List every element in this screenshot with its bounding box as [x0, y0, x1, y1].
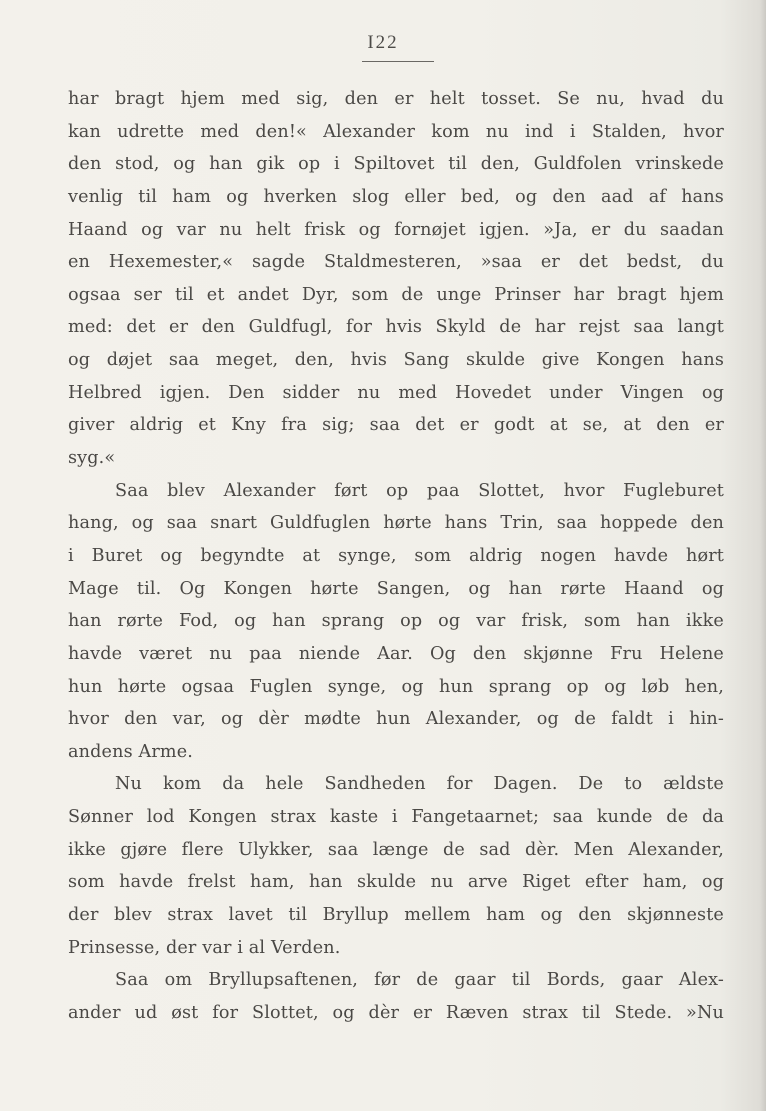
text-line: giver aldrig et Kny fra sig; saa det er godt at se, at den er: [68, 415, 724, 436]
text-line: ikke gjøre flere Ulykker, saa længe de sad dèr. Men Alexander,: [68, 839, 724, 860]
paragraph-start-line: Saa om Bryllupsaftenen, før de gaar til Bords, gaar Alex-: [115, 970, 724, 991]
text-line: og døjet saa meget, den, hvis Sang skulde give Kongen hans: [68, 350, 724, 371]
paragraph-end-line: syg.«: [68, 448, 116, 469]
text-line: ander ud øst for Slottet, og dèr er Ræven strax til Stede. »Nu: [68, 1002, 724, 1023]
text-line: Helbred igjen. Den sidder nu med Hovedet under Vingen og: [68, 382, 724, 403]
text-line: venlig til ham og hverken slog eller bed, og den aad af hans: [68, 186, 724, 207]
text-line: kan udrette med den!« Alexander kom nu ind i Stalden, hvor: [68, 121, 724, 142]
text-line: den stod, og han gik op i Spiltovet til den, Guldfolen vrinskede: [68, 154, 724, 175]
text-line: har bragt hjem med sig, den er helt tosset. Se nu, hvad du: [68, 89, 724, 109]
body-text: [68, 83, 724, 1030]
paragraph-start-line: Nu kom da hele Sandheden for Dagen. De to ældste: [115, 774, 724, 795]
paragraph-end-line: Prinsesse, der var i al Verden.: [68, 937, 341, 958]
text-line: med: det er den Guldfugl, for hvis Skyld de har rejst saa langt: [68, 317, 724, 338]
page-edge-shadow: [760, 0, 766, 1111]
paragraph-start-line: Saa blev Alexander ført op paa Slottet, hvor Fugleburet: [115, 480, 724, 501]
text-line: Mage til. Og Kongen hørte Sangen, og han rørte Haand og: [68, 578, 724, 599]
paragraph-end-line: andens Arme.: [68, 741, 194, 762]
page-number: I22: [367, 32, 399, 53]
text-line: Haand og var nu helt frisk og fornøjet igjen. »Ja, er du saadan: [68, 219, 724, 240]
text-line: havde været nu paa niende Aar. Og den skjønne Fru Helene: [68, 643, 724, 664]
text-line: han rørte Fod, og han sprang op og var frisk, som han ikke: [68, 611, 724, 632]
text-line: der blev strax lavet til Bryllup mellem ham og den skjønneste: [68, 905, 724, 926]
text-line: ogsaa ser til et andet Dyr, som de unge Prinser har bragt hjem: [68, 284, 724, 305]
text-line: en Hexemester,« sagde Staldmesteren, »saa er det bedst, du: [68, 252, 724, 273]
text-line: Sønner lod Kongen strax kaste i Fangetaarnet; saa kunde de da: [68, 807, 724, 828]
text-line: hun hørte ogsaa Fuglen synge, og hun sprang op og løb hen,: [68, 676, 724, 697]
text-line: som havde frelst ham, han skulde nu arve Riget efter ham, og: [68, 872, 724, 893]
header-rule: [362, 61, 434, 62]
text-line: hang, og saa snart Guldfuglen hørte hans Trin, saa hoppede den: [68, 513, 724, 534]
text-line: i Buret og begyndte at synge, som aldrig nogen havde hørt: [68, 545, 724, 566]
text-line: hvor den var, og dèr mødte hun Alexander, og de faldt i hin-: [68, 709, 724, 730]
